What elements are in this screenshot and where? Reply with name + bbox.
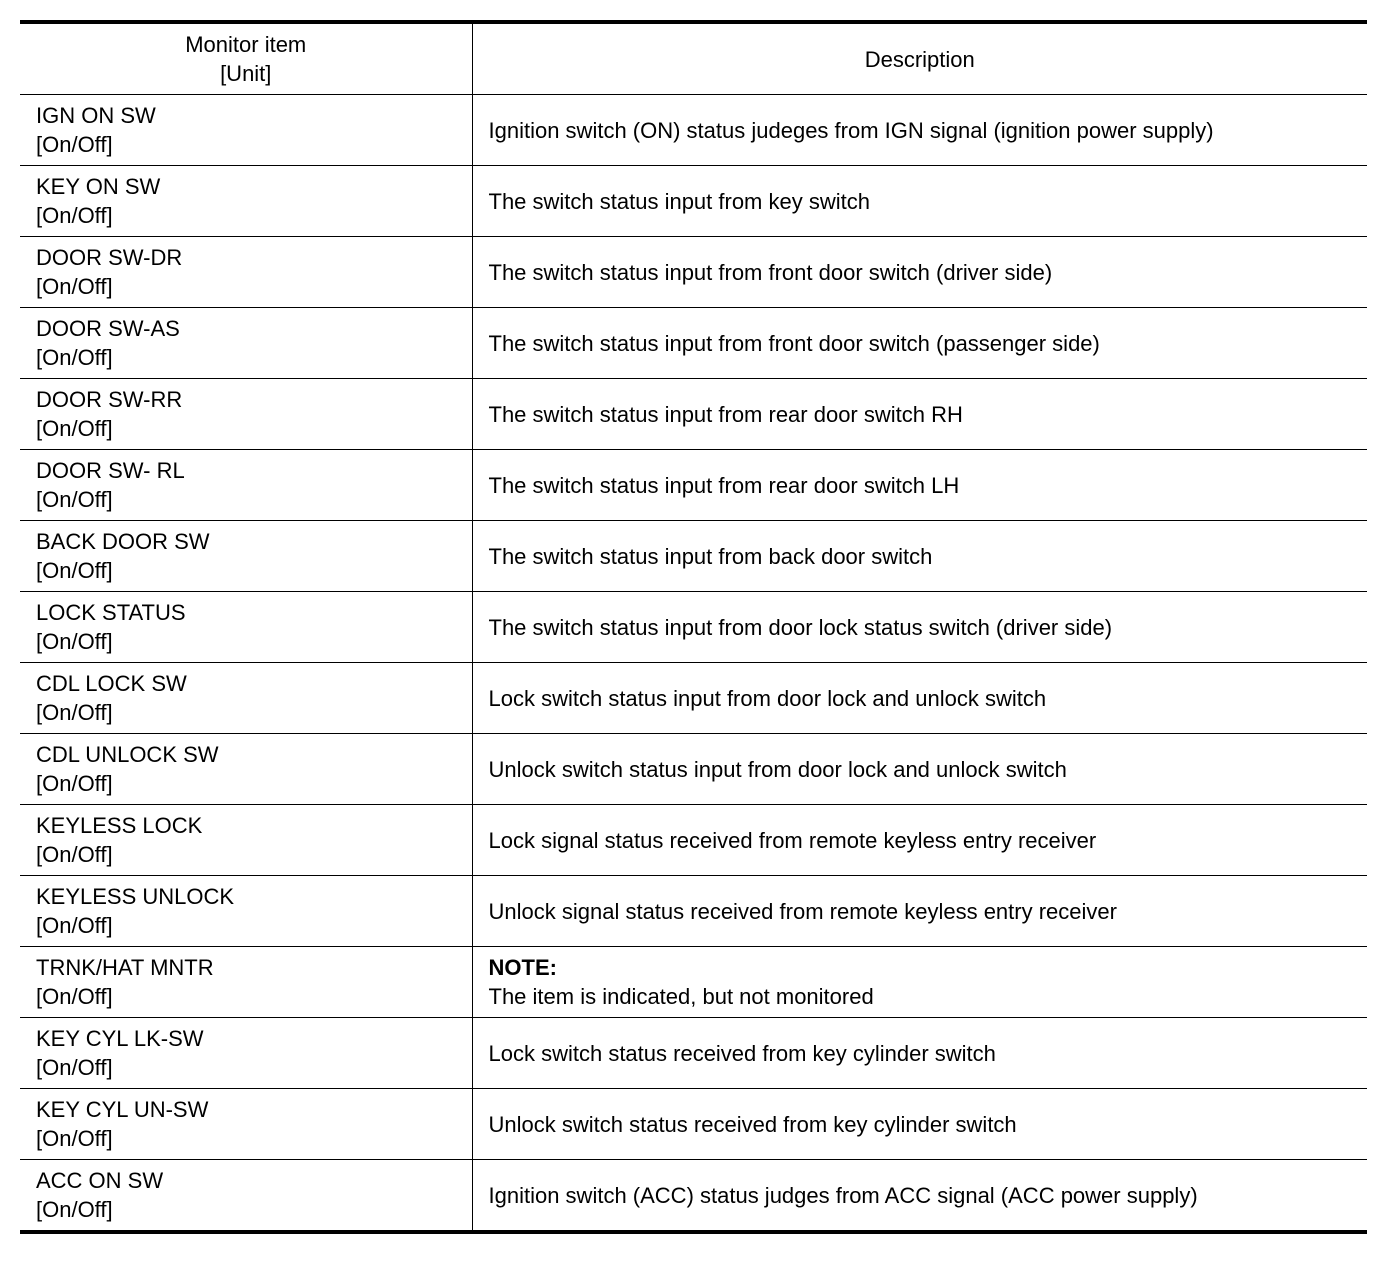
table-row [20,521,1367,592]
description-cell: The switch status input from key switch [472,166,1367,237]
monitor-item-name: BACK DOOR SW [36,529,210,554]
table-row [20,308,1367,379]
table-row [20,95,1367,166]
monitor-item-table [20,20,1367,1234]
monitor-item-unit: [On/Off] [36,132,113,157]
description-cell: Ignition switch (ON) status judeges from IGN signal (ignition power supply) [472,95,1367,166]
monitor-item-unit: [On/Off] [36,771,113,796]
description-cell: The switch status input from rear door switch RH [472,379,1367,450]
monitor-item-cell [20,379,472,450]
description-cell: Lock signal status received from remote keyless entry receiver [472,805,1367,876]
header-unit-label: [Unit] [220,61,272,86]
table-row [20,805,1367,876]
monitor-item-name: DOOR SW-DR [36,245,183,270]
monitor-item-name: KEY CYL UN-SW [36,1097,209,1122]
header-monitor-item-label: Monitor item [185,32,307,57]
table-row [20,166,1367,237]
monitor-item-unit: [On/Off] [36,629,113,654]
note-label: NOTE: [488,955,557,980]
monitor-item-name: TRNK/HAT MNTR [36,955,214,980]
monitor-item-name: IGN ON SW [36,103,156,128]
monitor-item-name: KEYLESS UNLOCK [36,884,235,909]
table-row [20,876,1367,947]
monitor-item-cell [20,947,472,1018]
monitor-item-cell [20,592,472,663]
table-row [20,1018,1367,1089]
description-cell: The switch status input from back door switch [472,521,1367,592]
description-cell: Unlock switch status received from key cylinder switch [472,1089,1367,1160]
monitor-item-cell [20,1160,472,1233]
table-row [20,663,1367,734]
description-cell: Lock switch status received from key cylinder switch [472,1018,1367,1089]
monitor-item-unit: [On/Off] [36,984,113,1009]
description-cell: The switch status input from front door switch (passenger side) [472,308,1367,379]
monitor-item-cell [20,663,472,734]
table-row [20,734,1367,805]
monitor-item-name: LOCK STATUS [36,600,186,625]
monitor-item-cell [20,521,472,592]
table-row [20,237,1367,308]
header-monitor-item [20,22,472,95]
monitor-item-cell [20,237,472,308]
table-row [20,1089,1367,1160]
header-description: Description [472,22,1367,95]
monitor-item-unit: [On/Off] [36,416,113,441]
monitor-item-name: KEY CYL LK-SW [36,1026,204,1051]
monitor-item-name: CDL UNLOCK SW [36,742,219,767]
monitor-item-unit: [On/Off] [36,1126,113,1151]
monitor-item-cell [20,734,472,805]
description-cell: The switch status input from rear door switch LH [472,450,1367,521]
monitor-item-name: DOOR SW- RL [36,458,185,483]
monitor-item-unit: [On/Off] [36,558,113,583]
monitor-item-unit: [On/Off] [36,1055,113,1080]
table-header-row [20,22,1367,95]
monitor-item-cell [20,95,472,166]
monitor-item-name: CDL LOCK SW [36,671,187,696]
table-row [20,592,1367,663]
monitor-item-cell [20,805,472,876]
monitor-item-cell [20,1089,472,1160]
monitor-item-unit: [On/Off] [36,700,113,725]
monitor-item-unit: [On/Off] [36,913,113,938]
table-row [20,947,1367,1018]
monitor-item-cell [20,166,472,237]
monitor-item-cell [20,1018,472,1089]
monitor-item-cell [20,876,472,947]
description-cell: Ignition switch (ACC) status judges from ACC signal (ACC power supply) [488,1182,1198,1208]
monitor-item-unit: [On/Off] [36,345,113,370]
table-row [20,1160,1367,1233]
description-cell: The switch status input from door lock status switch (driver side) [472,592,1367,663]
monitor-item-name: KEY ON SW [36,174,161,199]
description-cell [472,947,1367,1018]
monitor-item-unit: [On/Off] [36,274,113,299]
monitor-item-name: ACC ON SW [36,1168,164,1193]
monitor-item-cell [20,308,472,379]
monitor-item-name: DOOR SW-RR [36,387,183,412]
monitor-item-cell [20,450,472,521]
monitor-item-name: KEYLESS LOCK [36,813,203,838]
description-cell: Unlock signal status received from remote keyless entry receiver [472,876,1367,947]
description-cell: Unlock switch status input from door lock and unlock switch [472,734,1367,805]
monitor-item-name: DOOR SW-AS [36,316,180,341]
monitor-item-unit: [On/Off] [36,1197,113,1222]
description-cell: The switch status input from front door switch (driver side) [472,237,1367,308]
monitor-item-unit: [On/Off] [36,487,113,512]
description-cell: Lock switch status input from door lock and unlock switch [472,663,1367,734]
table-row [20,379,1367,450]
note-text: The item is indicated, but not monitored [488,984,874,1009]
monitor-item-unit: [On/Off] [36,842,113,867]
monitor-item-unit: [On/Off] [36,203,113,228]
table-row [20,450,1367,521]
